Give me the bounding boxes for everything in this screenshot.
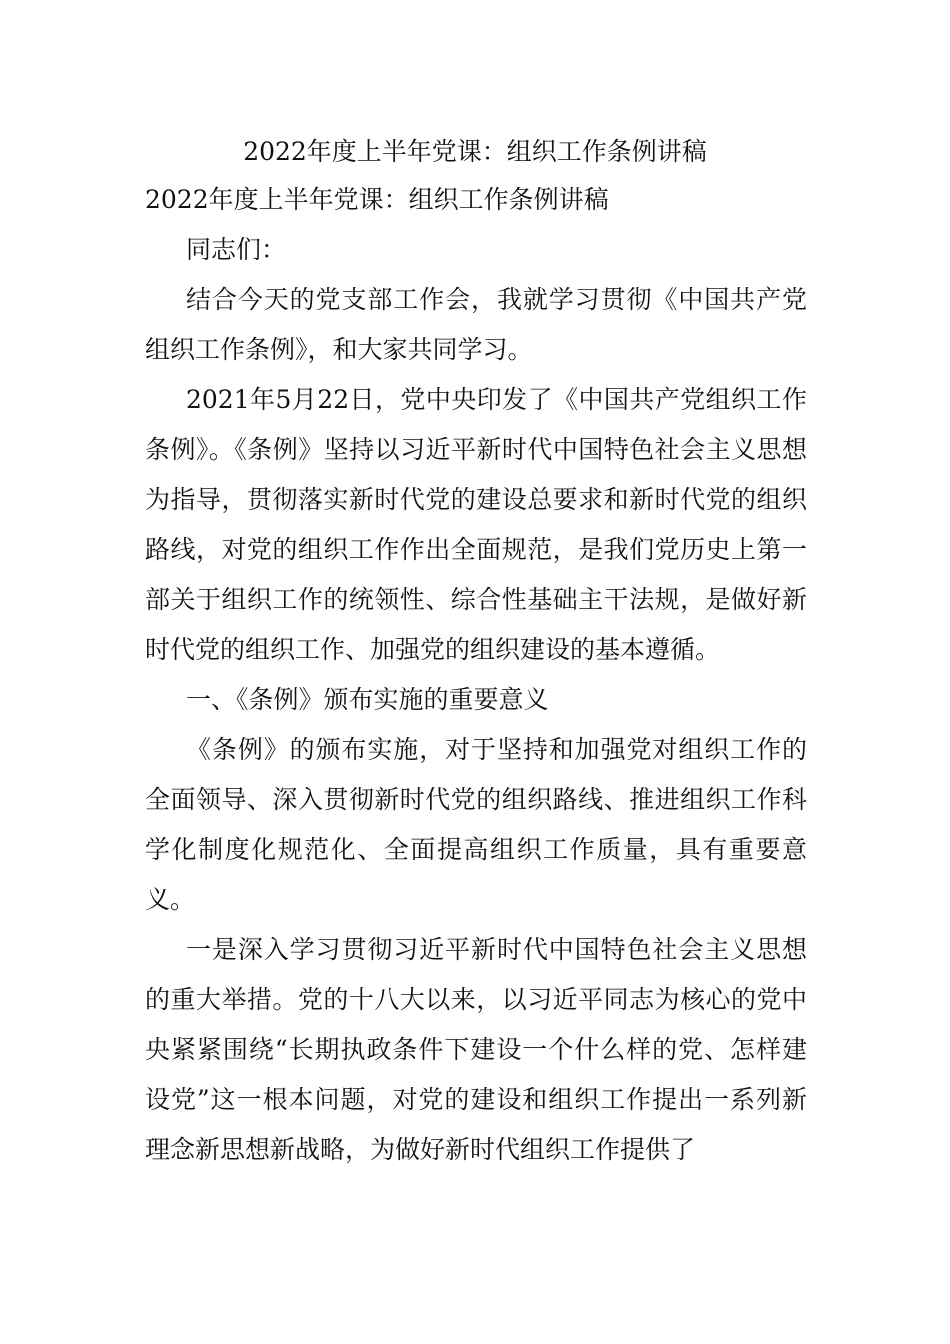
salutation-paragraph: 同志们： bbox=[186, 235, 287, 264]
document-title: 2022年度上半年党课：组织工作条例讲稿 bbox=[243, 137, 707, 166]
significance-paragraph: 《条例》的颁布实施，对于坚持和加强党对组织工作的全面领导、深入贯彻新时代党的组织路线、推进组织工作科学化制度化规范化、全面提高组织工作质量，具有重要意义。 bbox=[145, 735, 807, 914]
background-paragraph: 2021年5月22日，党中央印发了《中国共产党组织工作条例》。《条例》坚持以习近平新时代中国特色社会主义思想为指导，贯彻落实新时代党的建设总要求和新时代党的组织路线，对党的组织工作作出全面规范，是我们党历史上第一部关于组织工作的统领性、综合性基础主干法规，是做好新时代党的组织工作、加强党的组织建设的基本遵循。 bbox=[145, 385, 807, 664]
document-body bbox=[145, 175, 807, 1175]
point-one-paragraph: 一是深入学习贯彻习近平新时代中国特色社会主义思想的重大举措。党的十八大以来，以习近平同志为核心的党中央紧紧围绕“长期执政条件下建设一个什么样的党、怎样建设党”这一根本问题，对党的建设和组织工作提出一系列新理念新思想新战略，为做好新时代组织工作提供了 bbox=[145, 935, 807, 1164]
subtitle-paragraph: 2022年度上半年党课：组织工作条例讲稿 bbox=[145, 185, 609, 214]
intro-paragraph: 结合今天的党支部工作会，我就学习贯彻《中国共产党组织工作条例》，和大家共同学习。 bbox=[145, 285, 807, 364]
section-heading: 一、《条例》颁布实施的重要意义 bbox=[186, 685, 549, 714]
